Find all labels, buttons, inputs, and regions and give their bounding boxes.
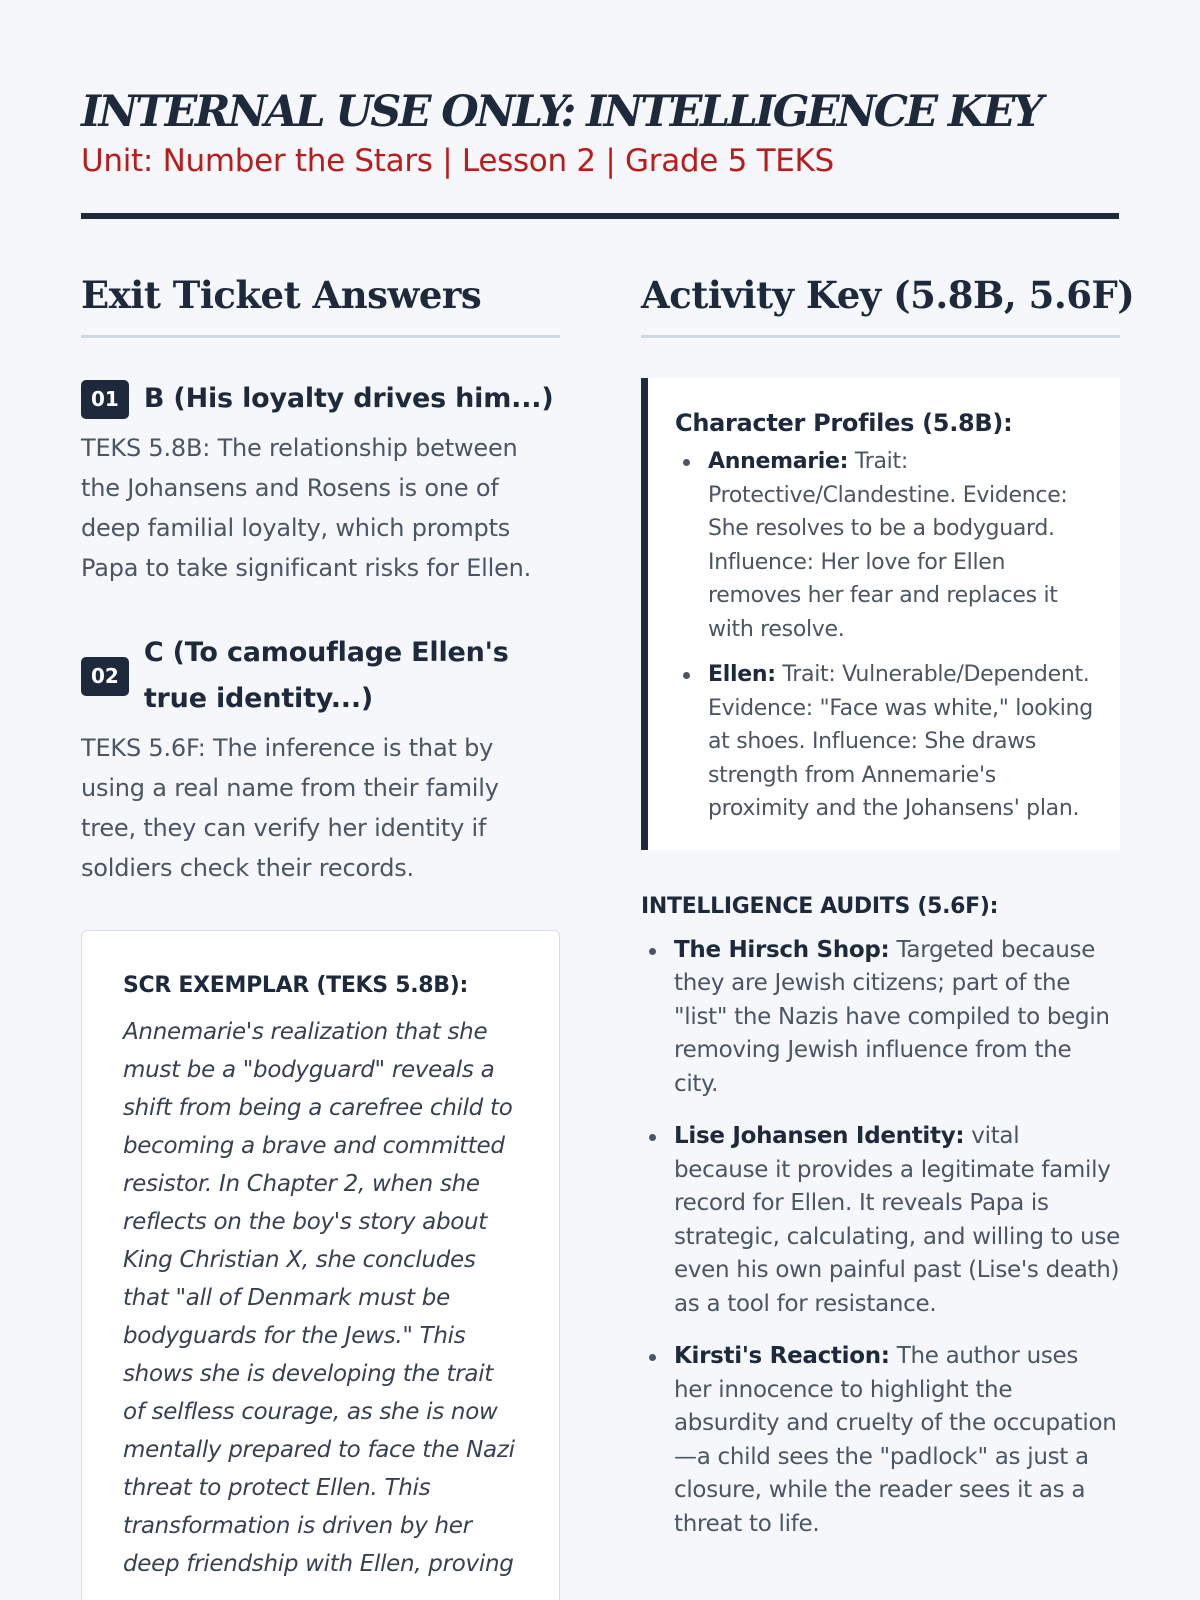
question-item bbox=[81, 630, 560, 888]
list-item bbox=[641, 1340, 1120, 1541]
activity-key-column bbox=[641, 271, 1135, 1600]
bullet-icon bbox=[649, 1134, 656, 1141]
list-item bbox=[675, 658, 1094, 826]
profile-term: Ellen: bbox=[708, 662, 776, 687]
list-item bbox=[641, 934, 1120, 1102]
page-subtitle: Unit: Number the Stars | Lesson 2 | Grade 5 TEKS bbox=[81, 143, 834, 179]
bullet-icon bbox=[649, 1354, 656, 1361]
activity-key-heading: Activity Key (5.8B, 5.6F) bbox=[641, 271, 1120, 338]
character-profiles-card bbox=[641, 378, 1120, 850]
question-number-badge: 02 bbox=[81, 657, 129, 696]
profile-text: Trait: Protective/Clandestine. Evidence: She resolves to be a bodyguard. Influence: Her love for Ellen removes her fear and replaces it with resolve. bbox=[708, 449, 1068, 642]
audit-term: Lise Johansen Identity: bbox=[674, 1123, 965, 1149]
character-profiles-list bbox=[675, 445, 1094, 826]
exit-ticket-heading: Exit Ticket Answers bbox=[81, 271, 560, 338]
audit-term: The Hirsch Shop: bbox=[674, 936, 890, 963]
question-rationale: TEKS 5.8B: The relationship between the Johansens and Rosens is one of deep familial loyalty, which prompts Papa to take significant risks for Ellen. bbox=[81, 434, 532, 582]
bullet-icon bbox=[683, 672, 690, 679]
intelligence-audits-list bbox=[641, 934, 1120, 1542]
list-item bbox=[641, 1120, 1120, 1321]
content-columns bbox=[81, 271, 1135, 1600]
question-answer: C (To camouflage Ellen's true identity...) bbox=[143, 637, 509, 714]
audit-term: Kirsti's Reaction: bbox=[674, 1343, 890, 1369]
scr-exemplar-label: SCR EXEMPLAR (TEKS 5.8B): bbox=[123, 973, 469, 998]
page-title: INTERNAL USE ONLY: INTELLIGENCE KEY bbox=[81, 87, 1041, 137]
question-number-badge: 01 bbox=[81, 380, 129, 419]
question-rationale: TEKS 5.6F: The inference is that by using a real name from their family tree, they can verify her identity if soldiers check their records. bbox=[81, 734, 499, 882]
audit-text: Targeted because they are Jewish citizens; part of the "list" the Nazis have compiled to begin removing Jewish influence from the city. bbox=[674, 936, 1110, 1097]
bullet-icon bbox=[683, 459, 690, 466]
intelligence-audits-label: INTELLIGENCE AUDITS (5.6F): bbox=[641, 893, 999, 919]
list-item bbox=[675, 445, 1094, 646]
question-header bbox=[81, 376, 560, 422]
question-answer: B (His loyalty drives him...) bbox=[143, 383, 554, 414]
scr-exemplar-card bbox=[81, 930, 560, 1600]
profile-text: Trait: Vulnerable/Dependent. Evidence: "Face was white," looking at shoes. Influence: She draws strength from Annemarie's proximity and the Johansens' plan. bbox=[708, 662, 1093, 821]
question-item bbox=[81, 376, 560, 588]
title-divider bbox=[81, 213, 1119, 219]
audit-text: The author uses her innocence to highlight the absurdity and cruelty of the occupation—a child sees the "padlock" as just a closure, while the reader sees it as a threat to life. bbox=[674, 1343, 1117, 1537]
bullet-icon bbox=[649, 948, 656, 955]
exit-ticket-column bbox=[81, 271, 560, 1600]
audit-text: vital because it provides a legitimate family record for Ellen. It reveals Papa is strategic, calculating, and willing to use even his own painful past (Lise's death) as a tool for resistance. bbox=[674, 1123, 1120, 1317]
scr-exemplar-text: Annemarie's realization that she must be a "bodyguard" reveals a shift from being a carefree child to becoming a brave and committed resistor. In Chapter 2, when she reflects on the boy's story about King Christian X, she concludes that "all of Denmark must be bodyguards for the Jews." This shows she is developing the trait of selfless courage, as she is now mentally prepared to face the Nazi threat to protect Ellen. This transformation is driven by her deep friendship with Ellen, proving bbox=[123, 1019, 515, 1577]
profile-term: Annemarie: bbox=[708, 449, 849, 474]
question-header bbox=[81, 630, 560, 722]
character-profiles-label: Character Profiles (5.8B): bbox=[675, 409, 1013, 437]
